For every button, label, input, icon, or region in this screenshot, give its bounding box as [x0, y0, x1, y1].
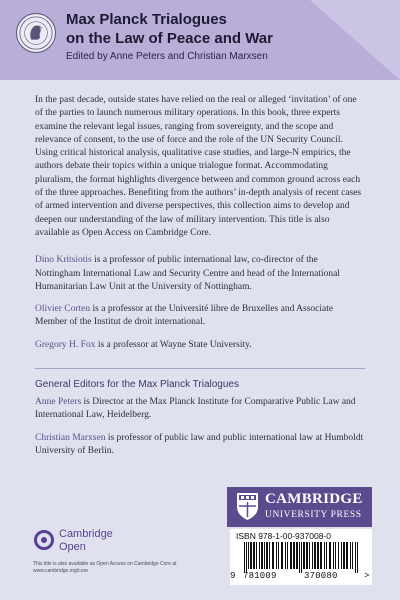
editor-name: Anne Peters [35, 397, 82, 408]
barcode-bar [250, 542, 252, 569]
barcode-bar [269, 542, 270, 569]
series-title [66, 10, 386, 48]
barcode-bars [236, 542, 366, 573]
barcode-guard-bar [244, 542, 245, 573]
barcode-guard-bar [301, 542, 302, 573]
series-title-line2: on the Law of Peace and War [66, 30, 273, 47]
cambridge-university-press-logo [227, 487, 372, 527]
author-name: Gregory H. Fox [35, 339, 96, 350]
barcode-guard-bar [357, 542, 358, 573]
cambridge-open-wordmark [59, 528, 113, 554]
cambridge-open-logo [33, 526, 153, 554]
cambridge-open-line1: Cambridge [59, 528, 113, 540]
general-editors-heading: General Editors for the Max Planck Trialogues [35, 379, 239, 391]
barcode-group-right: 370080 [304, 571, 338, 581]
barcode-bar [253, 542, 255, 569]
barcode-bar [293, 542, 295, 569]
barcode-bar [281, 542, 283, 569]
barcode-bar [329, 542, 331, 569]
barcode-bar [338, 542, 339, 569]
editor-name: Christian Marxsen [35, 432, 106, 443]
barcode-digit-first: 9 [230, 571, 236, 581]
barcode-bar [276, 542, 277, 569]
open-access-ring-icon [33, 529, 55, 551]
barcode-bar [333, 542, 334, 569]
author-description: is a professor of public international law, co-director of the Nottingham International Law and Security Centre and head of the International Humanitarian Law Unit at the University of Nottingham. [35, 255, 340, 292]
barcode-bar [343, 542, 345, 569]
editor-bio [35, 396, 365, 423]
barcode-bar [326, 542, 327, 569]
author-bio [35, 254, 365, 294]
barcode-bar [290, 542, 292, 569]
barcode-bar [259, 542, 260, 569]
barcode-bar [261, 542, 263, 569]
max-planck-seal-icon [16, 13, 56, 53]
barcode-bar [324, 542, 325, 569]
barcode-bar [264, 542, 265, 569]
barcode-bar [306, 542, 308, 569]
barcode-bar [320, 542, 322, 569]
barcode-bar [314, 542, 316, 569]
author-bio [35, 339, 365, 352]
barcode-bar [341, 542, 342, 569]
editor-description: is professor of public law and public international law at Humboldt University of Berlin. [35, 432, 364, 456]
author-name: Dino Kritsiotis [35, 255, 92, 266]
press-name-line2: UNIVERSITY PRESS [265, 510, 362, 520]
series-editors: Edited by Anne Peters and Christian Marxsen [66, 51, 268, 62]
author-description: is a professor at Wayne State University. [95, 339, 252, 350]
barcode-bar [350, 542, 351, 569]
series-banner [0, 0, 400, 80]
barcode-bar [309, 542, 310, 569]
barcode-bar [285, 542, 286, 569]
editor-bio [35, 432, 365, 459]
barcode-bar [248, 542, 249, 569]
isbn-barcode [230, 529, 372, 585]
author-bio [35, 303, 365, 330]
author-description: is a professor at the Université libre de Bruxelles and Associate Member of the Institut de droit international. [35, 304, 334, 328]
barcode-bar [287, 542, 288, 569]
barcode-guard-bar [246, 542, 247, 573]
barcode-bar [303, 542, 305, 569]
barcode-bar [296, 542, 298, 569]
cambridge-shield-icon [236, 492, 259, 521]
barcode-guard-bar [299, 542, 300, 573]
barcode-guard-bar [355, 542, 356, 573]
barcode-bar [352, 542, 353, 569]
back-cover-text [35, 94, 365, 458]
barcode-bar [266, 542, 268, 569]
barcode-bar [317, 542, 319, 569]
barcode-group-left: 781009 [243, 571, 277, 581]
barcode-bar [272, 542, 274, 569]
barcode-bar [278, 542, 279, 569]
author-name: Olivier Corten [35, 304, 91, 315]
cambridge-open-line2: Open [59, 541, 86, 553]
barcode-bar [256, 542, 257, 569]
barcode-bar [335, 542, 336, 569]
isbn-label: ISBN 978-1-00-937008-0 [236, 531, 331, 541]
editor-description: is Director at the Max Planck Institute for Comparative Public Law and International Law, Heidelberg. [35, 397, 356, 421]
barcode-marker: > [364, 571, 370, 581]
section-divider [35, 368, 365, 369]
barcode-bar [346, 542, 348, 569]
press-name-line1: CAMBRIDGE [265, 491, 363, 507]
open-access-note: This title is also available as Open Access on Cambridge Core at www.cambridge.org/core [33, 561, 177, 574]
series-title-line1: Max Planck Trialogues [66, 11, 227, 28]
book-blurb: In the past decade, outside states have relied on the real or alleged ‘invitation’ of one of the parties to launch numerous military operations. In this book, three experts examine the relevant legal issues, ranging from sovereignty, and the scope and relevance of consent, to the use of force and the role of the UN Security Council. Using critical historical analysis, qualitative case studies, and large-N empirics, the authors debate their topics within a unique trialogue format. Accommodating pluralism, the format highlights divergence between and common ground across each of the three approaches. Benefiting from the authors’ in-depth analysis of recent cases of armed intervention and diverse perspectives, this collection aims to develop and deepen our understanding of the law of military intervention. This title is also available as Open Access on Cambridge Core. [35, 95, 362, 238]
barcode-bar [312, 542, 313, 569]
